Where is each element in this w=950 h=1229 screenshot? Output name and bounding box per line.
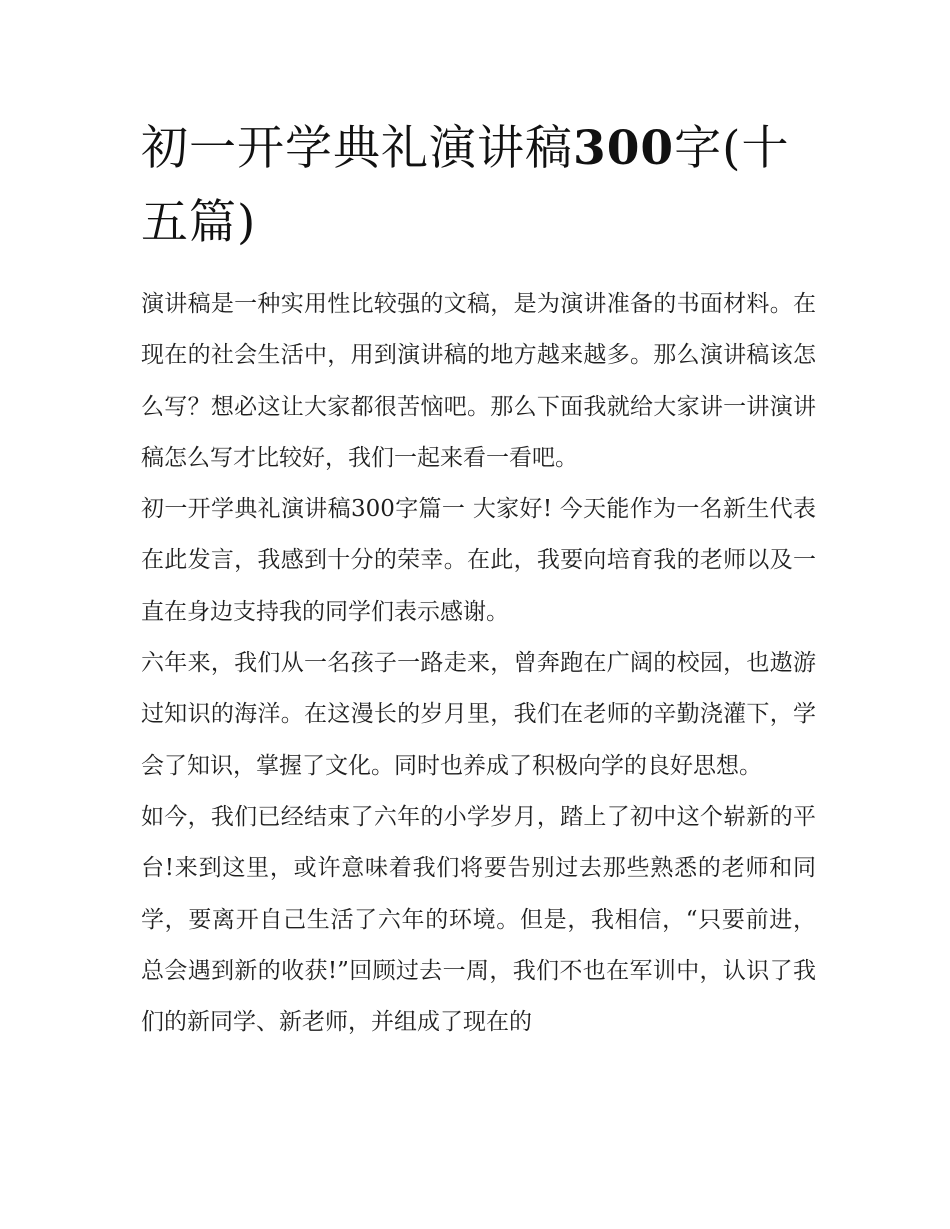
title-suffix: 字(十五篇) <box>141 121 790 250</box>
document-title <box>141 0 816 260</box>
paragraph-intro: 演讲稿是一种实用性比较强的文稿，是为演讲准备的书面材料。在现在的社会生活中，用到演讲稿的地方越来越多。那么演讲稿该怎么写？想必这让大家都很苦恼吧。那么下面我就给大家讲一讲演讲稿怎么写才比较好，我们一起来看一看吧。 <box>141 291 816 471</box>
title-prefix: 初一开学典礼演讲稿 <box>141 121 573 176</box>
paragraph-six-years: 六年来，我们从一名孩子一路走来，曾奔跑在广阔的校园，也遨游过知识的海洋。在这漫长的岁月里，我们在老师的辛勤浇灌下，学会了知识，掌握了文化。同时也养成了积极向学的良好思想。 <box>141 650 816 779</box>
document-page <box>141 0 816 1048</box>
document-body <box>141 279 816 1048</box>
paragraph-speech-opening: 初一开学典礼演讲稿300字篇一 大家好! 今天能作为一名新生代表在此发言，我感到十分的荣幸。在此，我要向培育我的老师以及一直在身边支持我的同学们表示感谢。 <box>141 496 816 625</box>
title-number: 300 <box>573 121 675 176</box>
paragraph-new-platform: 如今，我们已经结束了六年的小学岁月，踏上了初中这个崭新的平台!来到这里，或许意味着我们将要告别过去那些熟悉的老师和同学，要离开自己生活了六年的环境。但是，我相信，“只要前进，总会遇到新的收获!”回顾过去一周，我们不也在军训中，认识了我们的新同学、新老师，并组成了现在的 <box>141 803 816 1036</box>
